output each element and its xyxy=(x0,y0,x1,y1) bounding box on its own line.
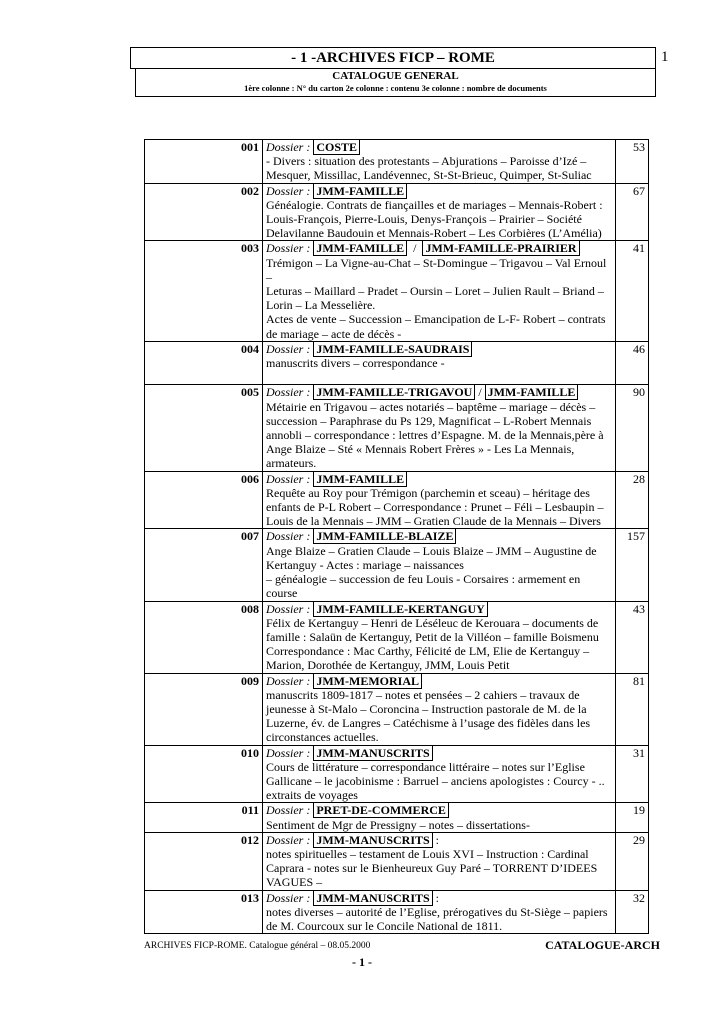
dossier-name: JMM-FAMILLE-KERTANGUY xyxy=(313,601,487,617)
table-row xyxy=(145,803,649,832)
carton-number: 002 xyxy=(145,183,263,241)
catalogue-table xyxy=(144,139,649,934)
dossier-content xyxy=(263,471,616,529)
dossier-content xyxy=(263,803,616,832)
dossier-description: Sentiment de Mgr de Pressigny – notes – dissertations- xyxy=(266,817,530,832)
table-row xyxy=(145,890,649,934)
dossier-label: Dossier : xyxy=(266,471,314,486)
dossier-description: notes diverses – autorité de l’Eglise, prérogatives du St-Siège – papiers de M. Courcoux sur le Concile National de 1811. xyxy=(266,904,608,933)
dossier-description: manuscrits 1809-1817 – notes et pensées – 2 cahiers – travaux de jeunesse à St-Malo – Coroncina – Instruction pastorale de M. de la Luzerne, év. de Langres – Catéchisme à l’usage des fidèles dans les circonstances actuelles. xyxy=(266,687,591,745)
carton-number: 009 xyxy=(145,673,263,745)
document-count: 53 xyxy=(616,140,649,184)
dossier-name: JMM-FAMILLE-TRIGAVOU xyxy=(313,384,475,400)
document-title: - 1 -ARCHIVES FICP – ROME xyxy=(130,47,656,69)
name-separator: / xyxy=(407,241,423,256)
dossier-name: PRET-DE-COMMERCE xyxy=(313,802,449,818)
document-count: 41 xyxy=(616,241,649,341)
table-row xyxy=(145,341,649,385)
dossier-name: JMM-MANUSCRITS xyxy=(313,890,432,906)
table-row xyxy=(145,601,649,673)
document-count: 90 xyxy=(616,385,649,471)
dossier-label: Dossier : xyxy=(266,832,314,847)
table-row xyxy=(145,832,649,890)
carton-number: 004 xyxy=(145,341,263,385)
dossier-content xyxy=(263,832,616,890)
dossier-content xyxy=(263,890,616,934)
document-count: 157 xyxy=(616,529,649,601)
name-suffix: : xyxy=(432,890,440,905)
dossier-name: JMM-FAMILLE xyxy=(313,240,407,256)
dossier-label: Dossier : xyxy=(266,385,314,400)
dossier-name: JMM-FAMILLE xyxy=(313,183,407,199)
carton-number: 003 xyxy=(145,241,263,341)
document-count: 43 xyxy=(616,601,649,673)
dossier-name: JMM-MANUSCRITS xyxy=(313,832,432,848)
footer-source: ARCHIVES FICP-ROME. Catalogue général – 08.05.2000 xyxy=(144,941,371,951)
dossier-content xyxy=(263,341,616,385)
document-count: 31 xyxy=(616,745,649,803)
footer-catalogue-label: CATALOGUE-ARCH xyxy=(545,938,660,952)
document-count: 81 xyxy=(616,673,649,745)
table-row xyxy=(145,140,649,184)
document-count: 28 xyxy=(616,471,649,529)
dossier-description: Requête au Roy pour Trémigon (parchemin et sceau) – héritage des enfants de P-L Robert – Correspondance : Prunet – Féli – Lesbaupin – Louis de la Mennais – JMM – Gratien Claude de la Mennais – Divers xyxy=(266,485,604,529)
dossier-description: Trémigon – La Vigne-au-Chat – St-Domingue – Trigavou – Val Ernoul – Leturas – Maillard – Pradet – Oursin – Loret – Julien Rault – Briand – Lorin – La Messelière. Actes de vente – Succession – Emancipation de L-F- Robert – contrats de mariage – acte de décès - xyxy=(266,255,607,341)
dossier-content xyxy=(263,745,616,803)
dossier-content xyxy=(263,673,616,745)
dossier-name: JMM-FAMILLE xyxy=(313,471,407,487)
dossier-name: JMM-FAMILLE xyxy=(485,384,579,400)
carton-number: 012 xyxy=(145,832,263,890)
dossier-name: JMM-MEMORIAL xyxy=(313,673,422,689)
carton-number: 007 xyxy=(145,529,263,601)
page-number-corner: 1 xyxy=(661,49,669,65)
dossier-content xyxy=(263,601,616,673)
footer-page-number: - 1 - xyxy=(352,955,372,969)
carton-number: 005 xyxy=(145,385,263,471)
dossier-description: - Divers : situation des protestants – Abjurations – Paroisse d’Izé – Mesquer, Missillac, Landévennec, St-St-Brieuc, Quimper, St-Suliac xyxy=(266,154,592,183)
dossier-label: Dossier : xyxy=(266,745,314,760)
dossier-description: Cours de littérature – correspondance littéraire – notes sur l’Eglise Gallicane – le jacobinisme : Barruel – anciens apologistes : Courcy - .. extraits de voyages xyxy=(266,759,605,803)
dossier-label: Dossier : xyxy=(266,341,314,356)
table-row xyxy=(145,745,649,803)
carton-number: 010 xyxy=(145,745,263,803)
document-count: 29 xyxy=(616,832,649,890)
dossier-label: Dossier : xyxy=(266,601,314,616)
dossier-name: JMM-MANUSCRITS xyxy=(313,745,432,761)
dossier-content xyxy=(263,385,616,471)
dossier-label: Dossier : xyxy=(266,803,314,818)
dossier-description: Métairie en Trigavou – actes notariés – baptême – mariage – décès – succession – Paraphrase du Ps 129, Magnificat – L-Robert Mennais annobli – correspondance : lettres d’Espagne. M. de la Mennais,père à Ange Blaize – Sté « Mennais Robert Frères » - Les La Mennais, armateurs. xyxy=(266,399,604,471)
document-count: 32 xyxy=(616,890,649,934)
dossier-label: Dossier : xyxy=(266,183,314,198)
carton-number: 013 xyxy=(145,890,263,934)
name-suffix: : xyxy=(432,832,440,847)
dossier-description: Ange Blaize – Gratien Claude – Louis Blaize – JMM – Augustine de Kertanguy - Actes : mariage – naissances – généalogie – succession de feu Louis - Corsaires : armement en course xyxy=(266,543,597,601)
carton-number: 011 xyxy=(145,803,263,832)
document-count: 46 xyxy=(616,341,649,385)
dossier-label: Dossier : xyxy=(266,140,314,154)
document-count: 67 xyxy=(616,183,649,241)
dossier-description: manuscrits divers – correspondance - xyxy=(266,356,445,371)
table-row xyxy=(145,673,649,745)
dossier-description: Félix de Kertanguy – Henri de Léséleuc de Kerouara – documents de famille : Salaün de Kertanguy, Petit de la Villéon – famille Boismenu Correspondance : Mac Carthy, Félicité de LM, Elie de Kertanguy – Marion, Dorothée de Kertanguy, JMM, Louis Petit xyxy=(266,615,599,673)
column-legend: 1ère colonne : N° du carton 2e colonne : contenu 3e colonne : nombre de documents xyxy=(244,83,547,93)
table-row xyxy=(145,241,649,341)
name-separator: / xyxy=(475,385,485,400)
dossier-name: COSTE xyxy=(313,139,360,155)
dossier-label: Dossier : xyxy=(266,529,314,544)
carton-number: 006 xyxy=(145,471,263,529)
table-row xyxy=(145,471,649,529)
dossier-label: Dossier : xyxy=(266,890,314,905)
table-row xyxy=(145,529,649,601)
carton-number: 001 xyxy=(145,140,263,184)
catalogue-rows xyxy=(145,140,649,934)
dossier-content xyxy=(263,529,616,601)
dossier-label: Dossier : xyxy=(266,241,314,256)
dossier-content xyxy=(263,183,616,241)
dossier-description: notes spirituelles – testament de Louis XVI – Instruction : Cardinal Caprara - notes sur le Bienheureux Guy Paré – TORRENT D’IDEES VAGUES – xyxy=(266,846,598,890)
dossier-name: JMM-FAMILLE-BLAIZE xyxy=(313,528,456,544)
catalogue-title: CATALOGUE GENERAL xyxy=(332,70,459,82)
dossier-description: Généalogie. Contrats de fiançailles et de mariages – Mennais-Robert : Louis-François, Pierre-Louis, Denys-François – Prairier – Société Delavilanne Baudouin et Mennais-Robert – Les Corbières (L’Amélia) xyxy=(266,197,603,241)
dossier-name: JMM-FAMILLE-SAUDRAIS xyxy=(313,341,472,357)
dossier-name: JMM-FAMILLE-PRAIRIER xyxy=(422,240,579,256)
dossier-content xyxy=(263,241,616,341)
table-row xyxy=(145,183,649,241)
catalogue-header xyxy=(135,68,656,97)
dossier-label: Dossier : xyxy=(266,673,314,688)
carton-number: 008 xyxy=(145,601,263,673)
document-count: 19 xyxy=(616,803,649,832)
table-row xyxy=(145,385,649,471)
dossier-content xyxy=(263,140,616,184)
